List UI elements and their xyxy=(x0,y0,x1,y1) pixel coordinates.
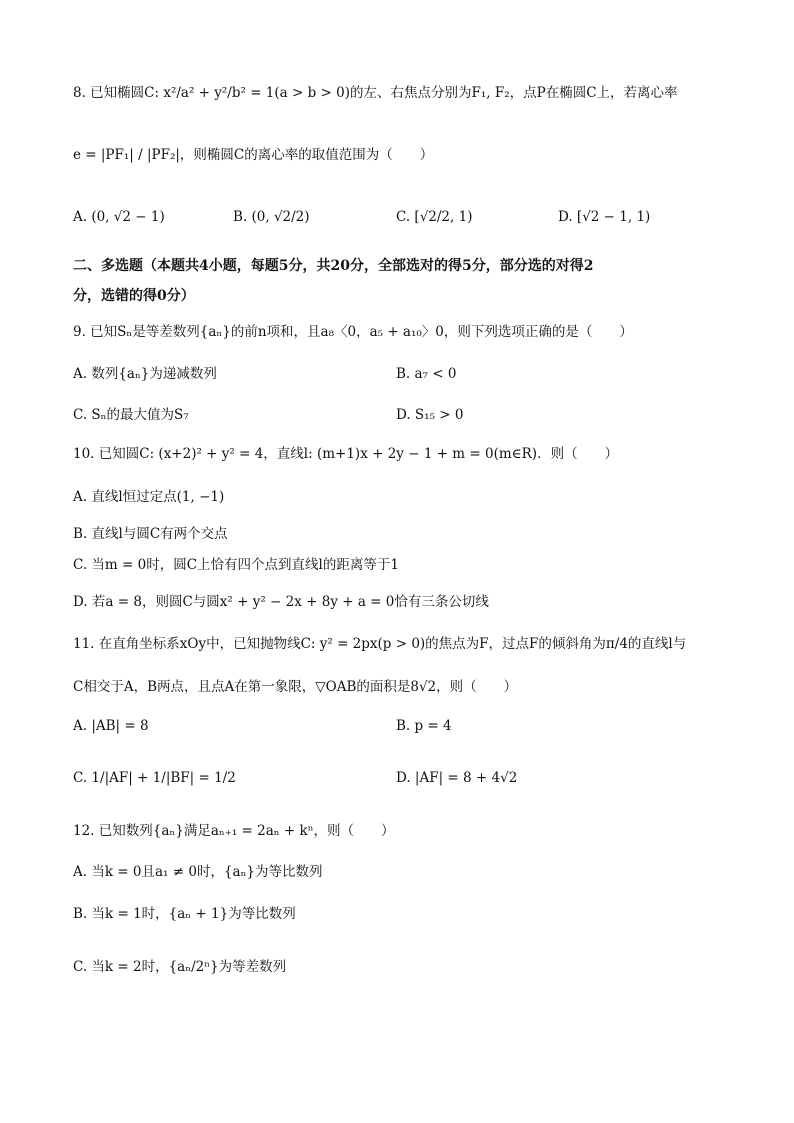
q11-stem-line2: C相交于A，B两点，且点A在第一象限，▽OAB的面积是8√2，则（ ） xyxy=(73,679,518,695)
q12-stem: 12. 已知数列{aₙ}满足aₙ₊₁ = 2aₙ + kⁿ，则（ ） xyxy=(73,823,395,839)
q9-option-d: D. S₁₅ > 0 xyxy=(396,407,464,423)
q10-option-d: D. 若a = 8，则圆C与圆x² + y² − 2x + 8y + a = 0恰有三条公切线 xyxy=(73,594,489,610)
q10-option-b: B. 直线l与圆C有两个交点 xyxy=(73,526,228,542)
q11-option-c: C. 1/|AF| + 1/|BF| = 1/2 xyxy=(73,770,236,786)
q12-option-a: A. 当k = 0且a₁ ≠ 0时，{aₙ}为等比数列 xyxy=(73,864,323,880)
q8-option-d: D. [√2 − 1, 1) xyxy=(558,209,651,225)
q11-option-d: D. |AF| = 8 + 4√2 xyxy=(396,770,518,786)
q11-option-a: A. |AB| = 8 xyxy=(73,718,149,734)
q11-option-b: B. p = 4 xyxy=(396,718,452,734)
q10-option-a: A. 直线l恒过定点(1, −1) xyxy=(73,489,225,505)
q9-option-b: B. a₇ < 0 xyxy=(396,366,457,382)
q8-stem-line2: e = |PF₁| / |PF₂|，则椭圆C的离心率的取值范围为（ ） xyxy=(73,147,434,163)
q11-stem-line1: 11. 在直角坐标系xOy中，已知抛物线C: y² = 2px(p > 0)的焦点为F，过点F的倾斜角为π/4的直线l与 xyxy=(73,636,687,652)
q12-option-c: C. 当k = 2时，{aₙ/2ⁿ}为等差数列 xyxy=(73,959,287,975)
q8-stem-line1: 8. 已知椭圆C: x²/a² + y²/b² = 1(a > b > 0)的左、右焦点分别为F₁, F₂，点P在椭圆C上，若离心率 xyxy=(73,85,678,101)
section-heading-line2: 分，选错的得0分） xyxy=(73,288,195,304)
q9-option-a: A. 数列{aₙ}为递减数列 xyxy=(73,366,217,382)
q12-option-b: B. 当k = 1时，{aₙ + 1}为等比数列 xyxy=(73,906,296,922)
q8-option-b: B. (0, √2/2) xyxy=(233,209,310,225)
q10-stem: 10. 已知圆C: (x+2)² + y² = 4，直线l: (m+1)x + 2y − 1 + m = 0(m∈R)．则（ ） xyxy=(73,446,619,462)
section-heading-line1: 二、多选题（本题共4小题，每题5分，共20分，全部选对的得5分，部分选的对得2 xyxy=(73,258,594,274)
q9-option-c: C. Sₙ的最大值为S₇ xyxy=(73,407,189,423)
q8-option-c: C. [√2/2, 1) xyxy=(396,209,473,225)
q10-option-c: C. 当m = 0时，圆C上恰有四个点到直线l的距离等于1 xyxy=(73,557,399,573)
q9-stem: 9. 已知Sₙ是等差数列{aₙ}的前n项和，且a₈〈0，a₅ + a₁₀〉0，则下列选项正确的是（ ） xyxy=(73,324,633,340)
q8-option-a: A. (0, √2 − 1) xyxy=(73,209,165,225)
